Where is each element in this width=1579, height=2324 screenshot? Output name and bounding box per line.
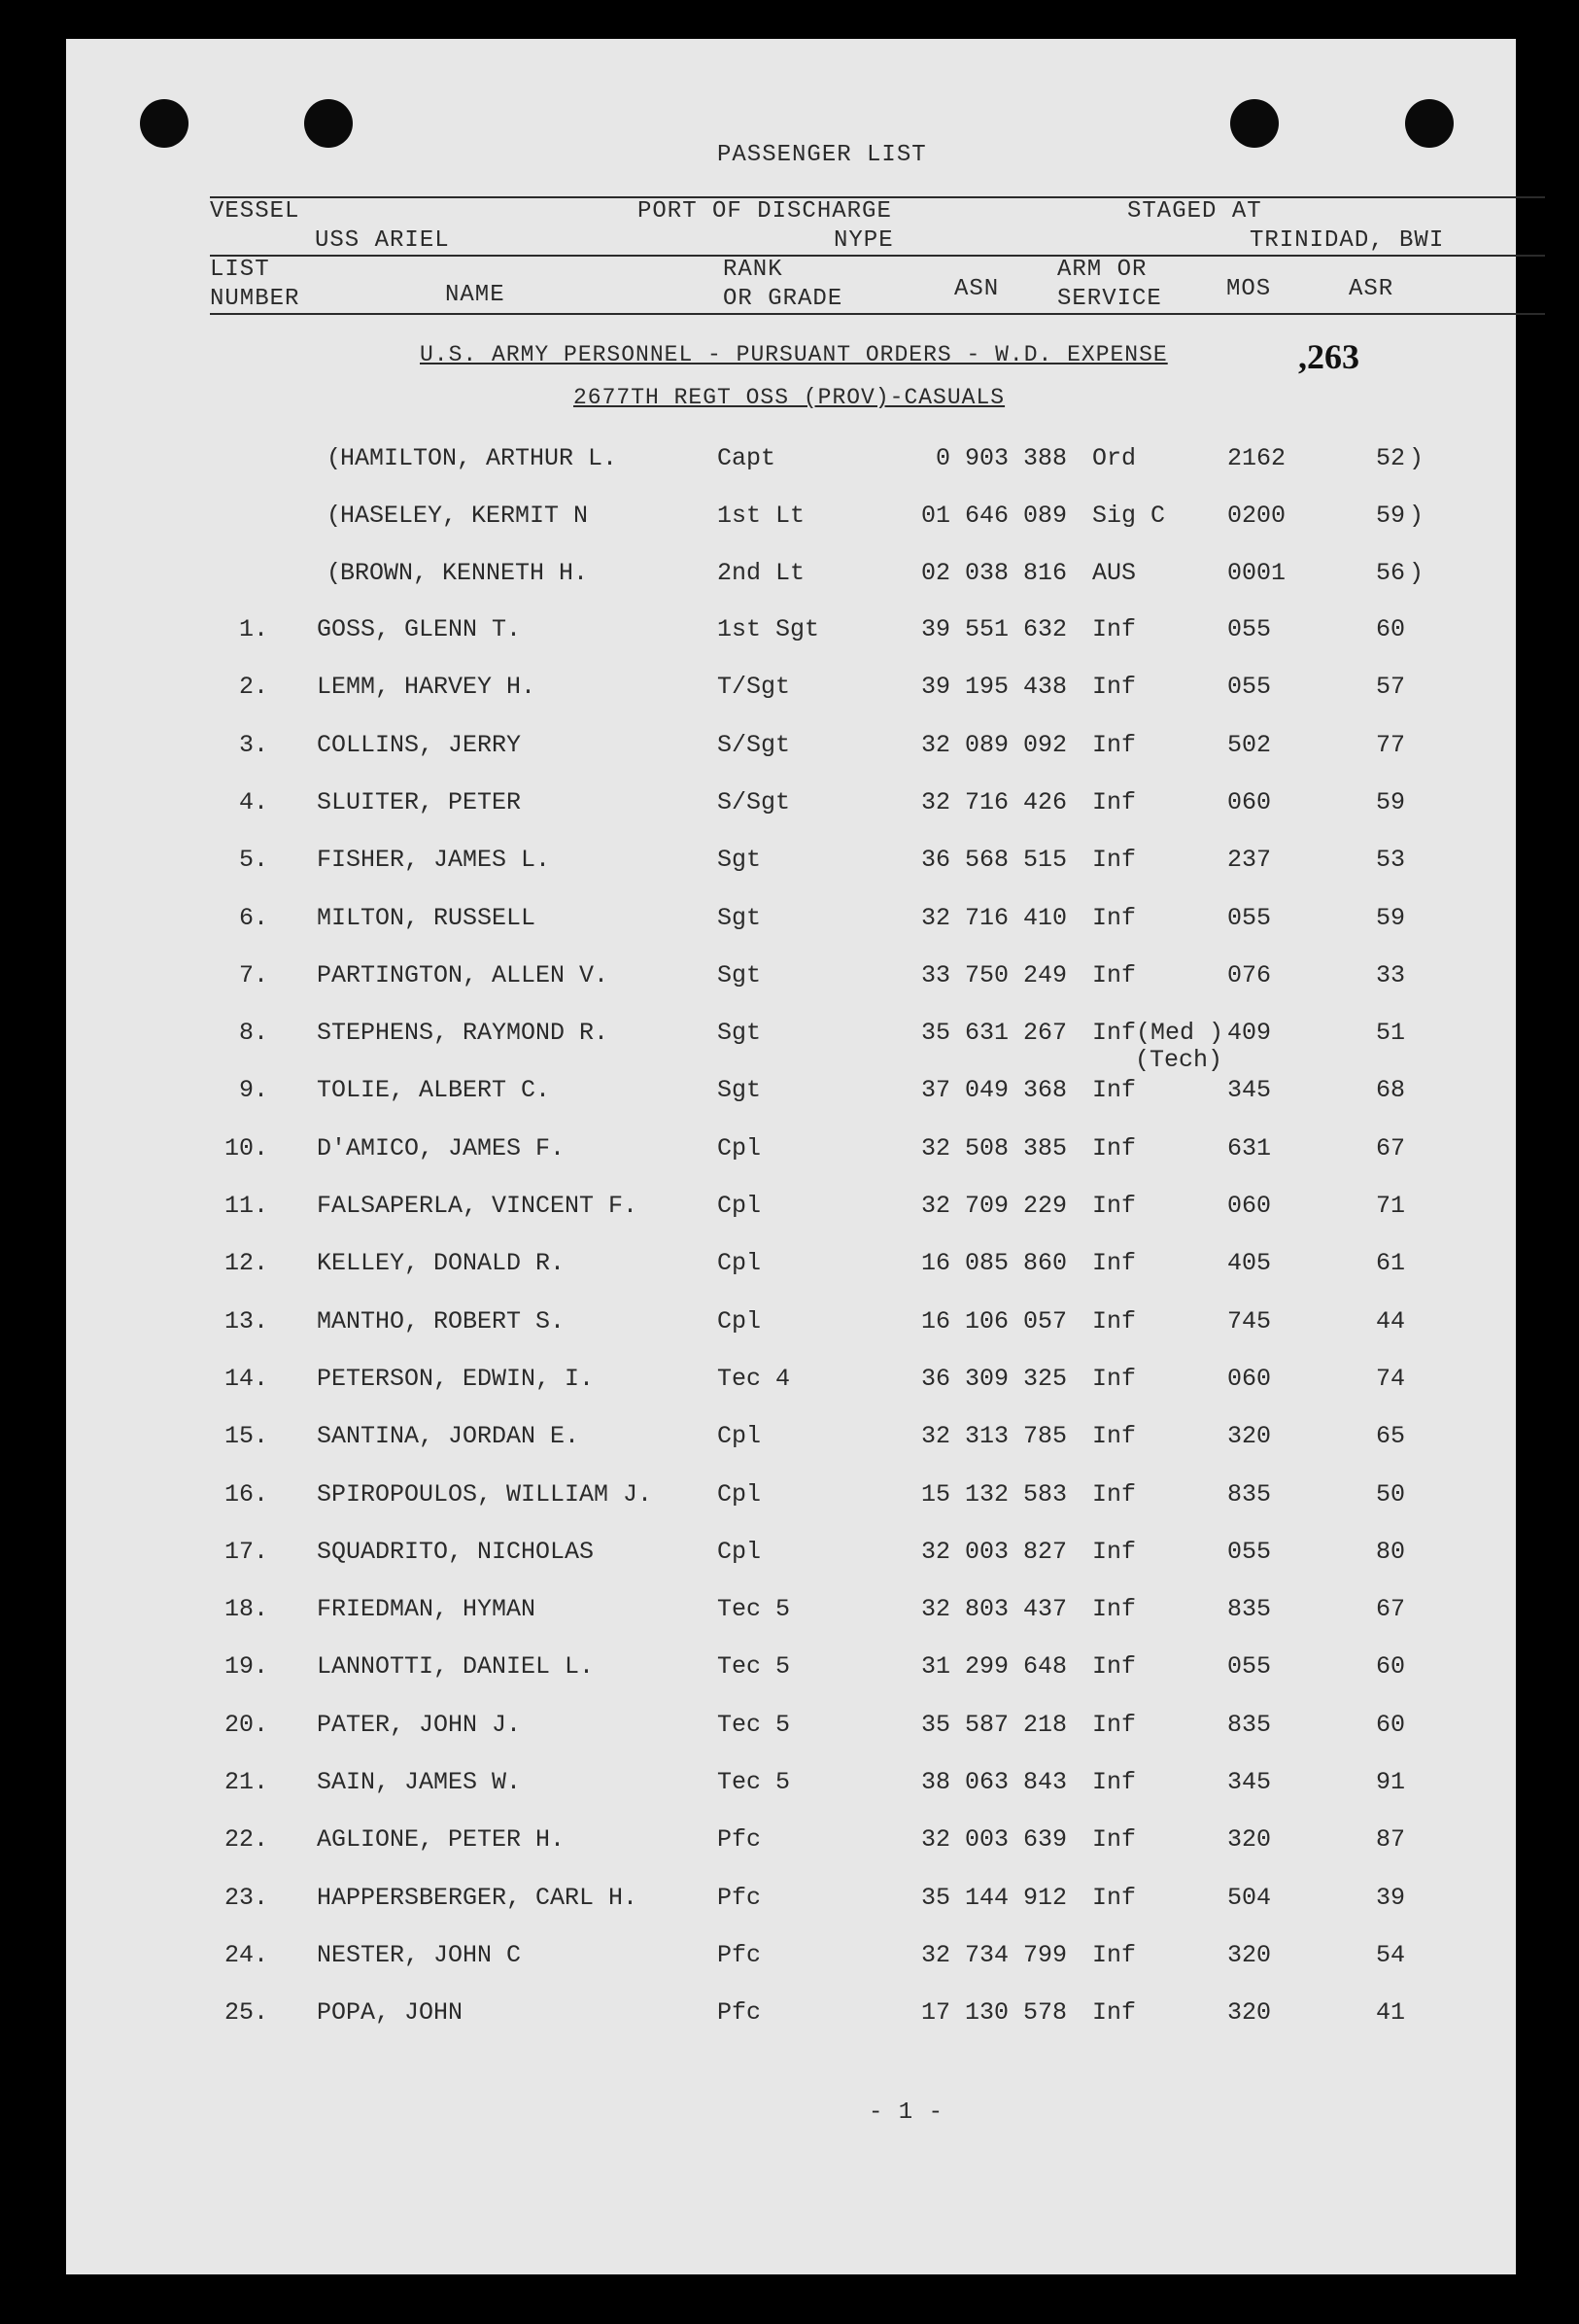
passenger-rank: Sgt: [717, 1076, 762, 1105]
passenger-asr: 67: [1375, 1133, 1405, 1162]
passenger-list-number: 2.: [238, 673, 268, 702]
passenger-arm: Inf: [1092, 1710, 1137, 1739]
passenger-asn: 33 750 249: [920, 960, 1067, 989]
passenger-rank: Cpl: [717, 1133, 762, 1162]
passenger-asr: 59: [1375, 903, 1405, 932]
passenger-asr: 71: [1375, 1192, 1405, 1220]
officer-name: HASELEY, KERMIT N: [340, 502, 589, 530]
passenger-arm: Inf: [1092, 1537, 1137, 1566]
passenger-asn: 32 003 827: [920, 1537, 1067, 1566]
passenger-rank: 1st Sgt: [717, 615, 820, 643]
passenger-list-number: 25.: [223, 1998, 268, 2028]
passenger-asn: 35 144 912: [920, 1883, 1067, 1912]
officer-bracket-open: (: [326, 559, 342, 587]
punch-hole-left-1: [140, 99, 189, 148]
officer-bracket-open: (: [326, 444, 342, 472]
passenger-list-number: 13.: [223, 1306, 268, 1335]
passenger-rank: Pfc: [717, 1883, 762, 1912]
passenger-mos: 237: [1227, 846, 1272, 875]
passenger-rank: Cpl: [717, 1192, 762, 1220]
passenger-name: FRIEDMAN, HYMAN: [317, 1595, 536, 1624]
passenger-rank: S/Sgt: [717, 730, 791, 759]
passenger-asr: 60: [1375, 1652, 1405, 1682]
passenger-name: FALSAPERLA, VINCENT F.: [317, 1192, 638, 1220]
punch-hole-right-2: [1405, 99, 1454, 148]
passenger-row: [66, 1076, 1516, 1115]
passenger-asr: 61: [1375, 1249, 1405, 1278]
passenger-rank: Cpl: [717, 1249, 762, 1278]
header-rule-bottom: [210, 313, 1545, 315]
passenger-row: [66, 1595, 1516, 1634]
passenger-mos: 060: [1227, 1192, 1272, 1220]
punch-hole-left-2: [304, 99, 353, 148]
officer-row: [66, 559, 1516, 598]
passenger-list-number: 17.: [223, 1537, 268, 1566]
officer-asr: 56: [1375, 559, 1405, 587]
passenger-mos: 076: [1227, 960, 1272, 989]
passenger-asn: 37 049 368: [920, 1076, 1067, 1105]
passenger-row: [66, 1422, 1516, 1461]
passenger-name: HAPPERSBERGER, CARL H.: [317, 1883, 638, 1912]
passenger-arm: Inf: [1092, 1595, 1137, 1624]
passenger-asn: 32 709 229: [920, 1192, 1067, 1220]
passenger-rank: Pfc: [717, 1998, 762, 2028]
passenger-arm: Inf: [1092, 1768, 1137, 1796]
passenger-row: [66, 1711, 1516, 1750]
passenger-list-number: 24.: [223, 1940, 268, 1969]
col-mos: MOS: [1226, 276, 1272, 302]
passenger-mos: 835: [1227, 1479, 1272, 1509]
passenger-mos: 060: [1227, 787, 1272, 816]
passenger-list-number: 1.: [238, 615, 268, 643]
passenger-row: [66, 1480, 1516, 1519]
passenger-arm: Inf: [1092, 1192, 1137, 1220]
officer-name: HAMILTON, ARTHUR L.: [340, 444, 618, 472]
col-list-number-line1: LIST: [210, 257, 270, 283]
section-subtitle: 2677TH REGT OSS (PROV)-CASUALS: [573, 385, 1006, 410]
col-rank-line2: OR GRADE: [723, 286, 843, 312]
passenger-asr: 77: [1375, 730, 1405, 759]
passenger-asn: 32 508 385: [920, 1133, 1067, 1162]
passenger-arm: Inf: [1092, 615, 1137, 643]
passenger-list-number: 12.: [223, 1249, 268, 1278]
passenger-asr: 87: [1375, 1825, 1405, 1855]
passenger-arm: Inf: [1092, 1422, 1137, 1451]
passenger-mos: 055: [1227, 615, 1272, 643]
passenger-rank: T/Sgt: [717, 673, 791, 702]
officer-bracket-open: (: [326, 502, 342, 530]
passenger-asn: 32 734 799: [920, 1940, 1067, 1969]
col-asn: ASN: [954, 276, 1000, 302]
passenger-name: PARTINGTON, ALLEN V.: [317, 960, 609, 989]
passenger-asr: 91: [1375, 1768, 1405, 1796]
port-value: NYPE: [834, 227, 894, 254]
passenger-name: D'AMICO, JAMES F.: [317, 1133, 566, 1162]
passenger-name: POPA, JOHN: [317, 1998, 463, 2028]
passenger-arm: Inf: [1092, 1133, 1137, 1162]
passenger-rank: Sgt: [717, 903, 762, 932]
officer-mos: 2162: [1227, 444, 1287, 472]
passenger-row: [66, 1884, 1516, 1923]
passenger-name: COLLINS, JERRY: [317, 730, 522, 759]
officer-asn: 0 903 388: [935, 444, 1067, 472]
passenger-mos: 320: [1227, 1940, 1272, 1969]
passenger-rank: Sgt: [717, 846, 762, 875]
passenger-mos: 055: [1227, 903, 1272, 932]
passenger-mos: 060: [1227, 1364, 1272, 1393]
passenger-rank: Pfc: [717, 1940, 762, 1969]
passenger-row: [66, 1019, 1516, 1075]
passenger-row: [66, 1249, 1516, 1288]
officer-arm: AUS: [1092, 559, 1137, 587]
col-arm-line2: SERVICE: [1057, 286, 1162, 312]
passenger-arm: Inf: [1092, 1076, 1137, 1105]
header-rule-mid: [210, 255, 1545, 257]
passenger-name: MANTHO, ROBERT S.: [317, 1306, 566, 1335]
passenger-row: [66, 1768, 1516, 1807]
passenger-row: [66, 961, 1516, 1000]
stamp-number: ,263: [1298, 337, 1359, 376]
passenger-asr: 57: [1375, 673, 1405, 702]
passenger-mos: 835: [1227, 1710, 1272, 1739]
passenger-list-number: 22.: [223, 1825, 268, 1855]
passenger-row: [66, 1307, 1516, 1346]
passenger-rank: Tec 5: [717, 1595, 791, 1624]
passenger-arm: Inf: [1092, 1364, 1137, 1393]
passenger-list-number: 8.: [238, 1019, 268, 1048]
passenger-asr: 53: [1375, 846, 1405, 875]
officer-mos: 0001: [1227, 559, 1287, 587]
passenger-name: KELLEY, DONALD R.: [317, 1249, 566, 1278]
passenger-rank: S/Sgt: [717, 787, 791, 816]
passenger-mos: 055: [1227, 673, 1272, 702]
passenger-row: [66, 1941, 1516, 1980]
passenger-asr: 39: [1375, 1883, 1405, 1912]
col-arm-line1: ARM OR: [1057, 257, 1148, 283]
passenger-asn: 16 085 860: [920, 1249, 1067, 1278]
passenger-asr: 60: [1375, 615, 1405, 643]
passenger-list-number: 3.: [238, 730, 268, 759]
passenger-asn: 35 631 267: [920, 1019, 1067, 1048]
officer-bracket-close: ): [1409, 559, 1425, 587]
passenger-row: [66, 615, 1516, 654]
passenger-arm: Inf: [1092, 787, 1137, 816]
officer-bracket-close: ): [1409, 444, 1425, 472]
passenger-row: [66, 1192, 1516, 1231]
passenger-arm: Inf: [1092, 1652, 1137, 1682]
passenger-row: [66, 1825, 1516, 1864]
passenger-arm: Inf: [1092, 1998, 1137, 2028]
passenger-mos: 504: [1227, 1883, 1272, 1912]
passenger-rank: Tec 5: [717, 1710, 791, 1739]
passenger-asn: 38 063 843: [920, 1768, 1067, 1796]
passenger-rank: Cpl: [717, 1537, 762, 1566]
officer-row: [66, 502, 1516, 540]
passenger-arm: Inf: [1092, 1883, 1137, 1912]
passenger-name: PETERSON, EDWIN, I.: [317, 1364, 595, 1393]
passenger-asn: 16 106 057: [920, 1306, 1067, 1335]
passenger-arm: Inf: [1092, 1306, 1137, 1335]
passenger-arm: Inf: [1092, 1249, 1137, 1278]
passenger-list-number: 16.: [223, 1479, 268, 1509]
passenger-rank: Cpl: [717, 1479, 762, 1509]
passenger-rank: Tec 4: [717, 1364, 791, 1393]
passenger-list-number: 6.: [238, 903, 268, 932]
passenger-asn: 35 587 218: [920, 1710, 1067, 1739]
passenger-row: [66, 904, 1516, 943]
passenger-row: [66, 1365, 1516, 1404]
passenger-row: [66, 1652, 1516, 1691]
col-rank-line1: RANK: [723, 257, 783, 283]
passenger-list-number: 7.: [238, 960, 268, 989]
passenger-name: SANTINA, JORDAN E.: [317, 1422, 580, 1451]
passenger-asr: 60: [1375, 1710, 1405, 1739]
officer-name: BROWN, KENNETH H.: [340, 559, 589, 587]
passenger-asn: 32 089 092: [920, 730, 1067, 759]
passenger-name: MILTON, RUSSELL: [317, 903, 536, 932]
port-label: PORT OF DISCHARGE: [637, 198, 892, 225]
passenger-row: [66, 788, 1516, 827]
officer-rank: 2nd Lt: [717, 559, 806, 587]
passenger-mos: 345: [1227, 1076, 1272, 1105]
passenger-rank: Sgt: [717, 1019, 762, 1048]
passenger-name: GOSS, GLENN T.: [317, 615, 522, 643]
passenger-asr: 65: [1375, 1422, 1405, 1451]
passenger-asr: 51: [1375, 1019, 1405, 1048]
passenger-list-number: 23.: [223, 1883, 268, 1912]
passenger-asn: 39 195 438: [920, 673, 1067, 702]
vessel-value: USS ARIEL: [315, 227, 450, 254]
page-number: - 1 -: [869, 2099, 944, 2126]
passenger-mos: 631: [1227, 1133, 1272, 1162]
passenger-list-number: 9.: [238, 1076, 268, 1105]
officer-mos: 0200: [1227, 502, 1287, 530]
passenger-name: AGLIONE, PETER H.: [317, 1825, 566, 1855]
passenger-name: NESTER, JOHN C: [317, 1940, 522, 1969]
punch-hole-right-1: [1230, 99, 1279, 148]
passenger-row: [66, 1538, 1516, 1577]
passenger-list-number: 20.: [223, 1710, 268, 1739]
passenger-asn: 39 551 632: [920, 615, 1067, 643]
passenger-name: SQUADRITO, NICHOLAS: [317, 1537, 595, 1566]
col-list-number-line2: NUMBER: [210, 286, 300, 312]
passenger-name: SAIN, JAMES W.: [317, 1768, 522, 1796]
passenger-list-number: 14.: [223, 1364, 268, 1393]
passenger-rank: Sgt: [717, 960, 762, 989]
passenger-row: [66, 1134, 1516, 1173]
passenger-arm-note: (Tech): [1135, 1046, 1223, 1075]
passenger-arm: Inf: [1092, 903, 1137, 932]
passenger-asn: 31 299 648: [920, 1652, 1067, 1682]
passenger-arm: Inf: [1092, 846, 1137, 875]
officer-asn: 01 646 089: [920, 502, 1067, 530]
staged-label: STAGED AT: [1127, 198, 1262, 225]
passenger-asn: 32 716 410: [920, 903, 1067, 932]
officer-asr: 52: [1375, 444, 1405, 472]
col-name: NAME: [445, 282, 505, 308]
passenger-asn: 32 716 426: [920, 787, 1067, 816]
passenger-list-number: 18.: [223, 1595, 268, 1624]
passenger-rank: Tec 5: [717, 1768, 791, 1796]
passenger-list-number: 11.: [223, 1192, 268, 1220]
passenger-name: STEPHENS, RAYMOND R.: [317, 1019, 609, 1048]
passenger-row: [66, 1998, 1516, 2037]
passenger-name: FISHER, JAMES L.: [317, 846, 551, 875]
passenger-name: LANNOTTI, DANIEL L.: [317, 1652, 595, 1682]
passenger-rank: Pfc: [717, 1825, 762, 1855]
vessel-label: VESSEL: [210, 198, 300, 225]
passenger-list-number: 21.: [223, 1768, 268, 1796]
passenger-rank: Cpl: [717, 1422, 762, 1451]
passenger-row: [66, 846, 1516, 885]
passenger-mos: 320: [1227, 1825, 1272, 1855]
passenger-arm: Inf: [1092, 673, 1137, 702]
passenger-arm: Inf: [1092, 960, 1137, 989]
document-page: [66, 39, 1516, 2274]
passenger-list-number: 19.: [223, 1652, 268, 1682]
passenger-asr: 59: [1375, 787, 1405, 816]
section-title: U.S. ARMY PERSONNEL - PURSUANT ORDERS - W.D. EXPENSE: [420, 342, 1168, 367]
passenger-arm: Inf: [1092, 1825, 1137, 1855]
passenger-mos: 745: [1227, 1306, 1272, 1335]
passenger-asr: 41: [1375, 1998, 1405, 2028]
passenger-mos: 405: [1227, 1249, 1272, 1278]
passenger-asr: 74: [1375, 1364, 1405, 1393]
officer-bracket-close: ): [1409, 502, 1425, 530]
passenger-asn: 32 313 785: [920, 1422, 1067, 1451]
passenger-mos: 409: [1227, 1019, 1272, 1048]
passenger-name: TOLIE, ALBERT C.: [317, 1076, 551, 1105]
passenger-asn: 32 803 437: [920, 1595, 1067, 1624]
passenger-asr: 67: [1375, 1595, 1405, 1624]
passenger-arm: Inf: [1092, 1940, 1137, 1969]
officer-asn: 02 038 816: [920, 559, 1067, 587]
passenger-mos: 345: [1227, 1768, 1272, 1796]
officer-asr: 59: [1375, 502, 1405, 530]
passenger-rank: Cpl: [717, 1306, 762, 1335]
passenger-asr: 80: [1375, 1537, 1405, 1566]
officer-arm: Ord: [1092, 444, 1137, 472]
passenger-mos: 320: [1227, 1998, 1272, 2028]
passenger-asr: 54: [1375, 1940, 1405, 1969]
passenger-list-number: 15.: [223, 1422, 268, 1451]
document-title: PASSENGER LIST: [717, 142, 927, 168]
officer-rank: Capt: [717, 444, 776, 472]
passenger-asn: 15 132 583: [920, 1479, 1067, 1509]
passenger-list-number: 4.: [238, 787, 268, 816]
passenger-mos: 502: [1227, 730, 1272, 759]
col-asr: ASR: [1349, 276, 1394, 302]
passenger-asn: 32 003 639: [920, 1825, 1067, 1855]
passenger-arm: Inf: [1092, 1479, 1137, 1509]
passenger-asr: 33: [1375, 960, 1405, 989]
passenger-name: SLUITER, PETER: [317, 787, 522, 816]
passenger-asn: 36 568 515: [920, 846, 1067, 875]
passenger-arm: Inf: [1092, 730, 1137, 759]
passenger-name: SPIROPOULOS, WILLIAM J.: [317, 1479, 653, 1509]
officer-arm: Sig C: [1092, 502, 1166, 530]
passenger-asr: 68: [1375, 1076, 1405, 1105]
passenger-list-number: 5.: [238, 846, 268, 875]
passenger-name: PATER, JOHN J.: [317, 1710, 522, 1739]
passenger-row: [66, 731, 1516, 770]
officer-rank: 1st Lt: [717, 502, 806, 530]
staged-value: TRINIDAD, BWI: [1250, 227, 1445, 254]
passenger-mos: 055: [1227, 1537, 1272, 1566]
passenger-asr: 44: [1375, 1306, 1405, 1335]
passenger-row: [66, 673, 1516, 711]
passenger-rank: Tec 5: [717, 1652, 791, 1682]
passenger-asr: 50: [1375, 1479, 1405, 1509]
passenger-name: LEMM, HARVEY H.: [317, 673, 536, 702]
passenger-mos: 055: [1227, 1652, 1272, 1682]
passenger-asn: 17 130 578: [920, 1998, 1067, 2028]
passenger-mos: 320: [1227, 1422, 1272, 1451]
officer-row: [66, 444, 1516, 483]
passenger-list-number: 10.: [223, 1133, 268, 1162]
passenger-asn: 36 309 325: [920, 1364, 1067, 1393]
passenger-mos: 835: [1227, 1595, 1272, 1624]
passenger-arm: Inf(Med ): [1092, 1019, 1224, 1048]
